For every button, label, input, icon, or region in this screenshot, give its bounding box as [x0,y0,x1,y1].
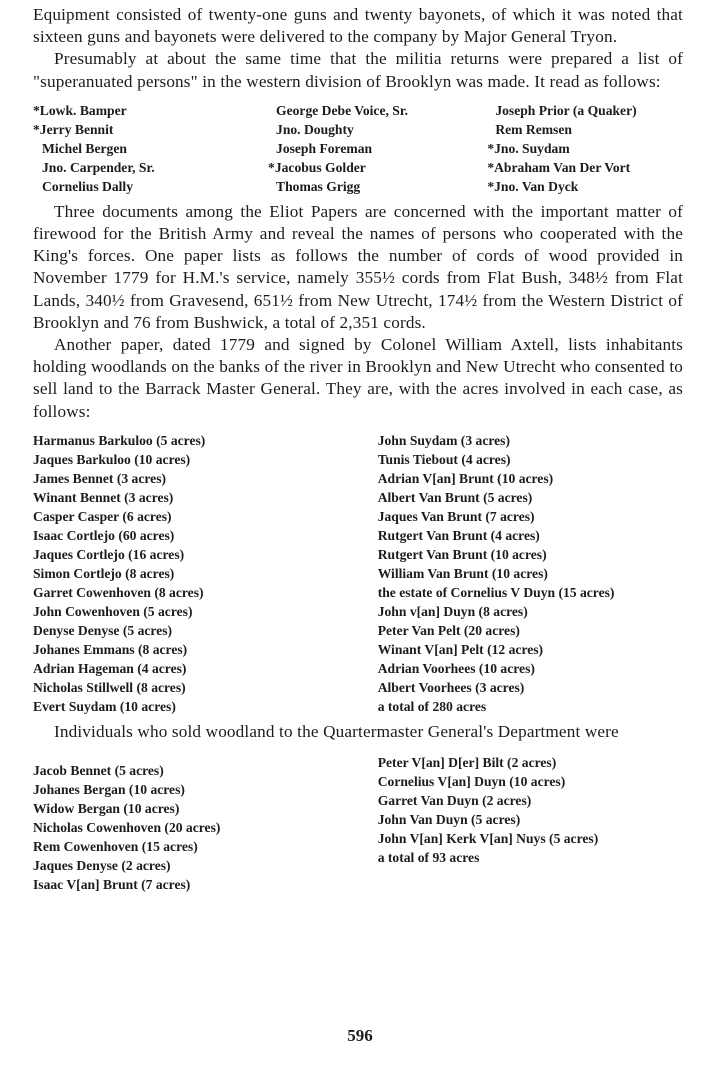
list-item: *Jacobus Golder [268,159,366,175]
list-item: Tunis Tiebout (4 acres) [377,451,511,467]
paragraph-barrack-master: Another paper, dated 1779 and signed by Colonel William Axtell, lists inhabitants holding woodlands on the banks of the river in Brooklyn and New Utrecht who consented to sell land to the Barrack Master General. They are, with the acres involved in each case, as follows: [33,335,683,421]
page-number: 596 [347,1026,373,1045]
list-item: Garret Cowenhoven (8 acres) [33,584,204,600]
quartermaster-sellers-left-column [33,753,378,894]
list-item: Widow Bergan (10 acres) [33,801,180,817]
list-item: Adrian V[an] Brunt (10 acres) [377,470,554,486]
list-item: Albert Van Brunt (5 acres) [377,489,533,505]
list-item: *Abraham Van Der Vort [487,159,631,175]
list-item: Johanes Emmans (8 acres) [33,641,188,657]
list-item: Cornelius Dally [42,178,134,194]
list-item: Cornelius V[an] Duyn (10 acres) [377,774,566,790]
superannuated-column-1 [33,101,276,196]
list-item: Isaac V[an] Brunt (7 acres) [33,877,191,893]
list-item: Rem Remsen [495,121,572,137]
list-item: Winant V[an] Pelt (12 acres) [377,641,544,657]
list-item: Winant Bennet (3 acres) [33,489,174,505]
list-item: Joseph Foreman [276,140,373,156]
list-item: Jaques Barkuloo (10 acres) [33,451,191,467]
list-item: Jacob Bennet (5 acres) [33,763,164,779]
list-item: Peter V[an] D[er] Bilt (2 acres) [377,755,557,771]
list-item: John V[an] Kerk V[an] Nuys (5 acres) [377,831,599,847]
list-item: a total of 93 acres [377,850,480,866]
list-item: Jno. Doughty [276,121,354,137]
list-item: *Jerry Bennit [33,121,114,137]
paragraph-quartermaster: Individuals who sold woodland to the Quartermaster General's Department were [54,721,619,741]
list-item: Harmanus Barkuloo (5 acres) [33,432,206,448]
list-item: Denyse Denyse (5 acres) [33,622,173,638]
list-item: Nicholas Cowenhoven (20 acres) [33,820,221,836]
list-item: Adrian Hageman (4 acres) [33,660,187,676]
list-item: a total of 280 acres [377,698,487,714]
list-item: Isaac Cortlejo (60 acres) [33,527,175,543]
superannuated-column-3 [487,101,683,196]
list-item: Thomas Grigg [276,178,361,194]
list-item: Rutgert Van Brunt (4 acres) [377,527,540,543]
barrack-sellers-left-column [33,431,378,716]
list-item: Garret Van Duyn (2 acres) [377,793,532,809]
list-item: Johanes Bergan (10 acres) [33,782,185,798]
list-item: John Cowenhoven (5 acres) [33,603,193,619]
list-item: Adrian Voorhees (10 acres) [377,660,535,676]
barrack-sellers-right-column [378,431,683,716]
quartermaster-sellers-list [33,753,683,894]
list-item: Evert Suydam (10 acres) [33,698,176,714]
document-page [33,4,683,894]
paragraph-superannuated-intro: Presumably at about the same time that the militia returns were prepared a list of "superanuated persons" in the western division of Brooklyn was made. It read as follows: [33,49,683,91]
list-item: Peter Van Pelt (20 acres) [377,622,520,638]
list-item: *Jno. Van Dyck [487,178,579,194]
list-item: Casper Casper (6 acres) [33,508,172,524]
list-item: John v[an] Duyn (8 acres) [377,603,528,619]
list-item: Albert Voorhees (3 acres) [377,679,525,695]
barrack-sellers-list [33,431,683,716]
list-item: Jno. Carpender, Sr. [42,159,155,175]
list-item: *Jno. Suydam [487,140,570,156]
list-item: Jaques Van Brunt (7 acres) [377,508,535,524]
paragraph-equipment: Equipment consisted of twenty-one guns and twenty bayonets, of which it was noted that sixteen guns and bayonets were delivered to the company by Major General Tryon. [33,5,683,47]
list-item: George Debe Voice, Sr. [276,102,409,118]
list-item: John Suydam (3 acres) [377,432,511,448]
list-item: Michel Bergen [42,140,127,156]
list-item: Simon Cortlejo (8 acres) [33,565,175,581]
list-item: Joseph Prior (a Quaker) [495,102,637,118]
quartermaster-sellers-right-column [378,753,683,894]
superannuated-list [33,101,683,196]
list-item: James Bennet (3 acres) [33,470,167,486]
list-item: William Van Brunt (10 acres) [377,565,548,581]
list-item: the estate of Cornelius V Duyn (15 acres) [377,584,615,600]
list-item: Jaques Denyse (2 acres) [33,858,171,874]
list-item: John Van Duyn (5 acres) [377,812,521,828]
list-item: Rem Cowenhoven (15 acres) [33,839,198,855]
list-item: Nicholas Stillwell (8 acres) [33,679,186,695]
list-item: Jaques Cortlejo (16 acres) [33,546,185,562]
list-item: *Lowk. Bamper [33,102,127,118]
paragraph-firewood: Three documents among the Eliot Papers are concerned with the important matter of firewood for the British Army and reveal the names of persons who cooperated with the King's forces. One paper lists as follows the number of cords of wood provided in November 1779 for H.M.'s service, namely 355½ cords from Flat Bush, 348½ from Flat Lands, 340½ from Gravesend, 651½ from New Utrecht, 174½ from the Western District of Brooklyn and 76 from Bushwick, a total of 2,351 cords. [33,201,683,332]
superannuated-column-2 [268,101,495,196]
list-item: Rutgert Van Brunt (10 acres) [377,546,547,562]
